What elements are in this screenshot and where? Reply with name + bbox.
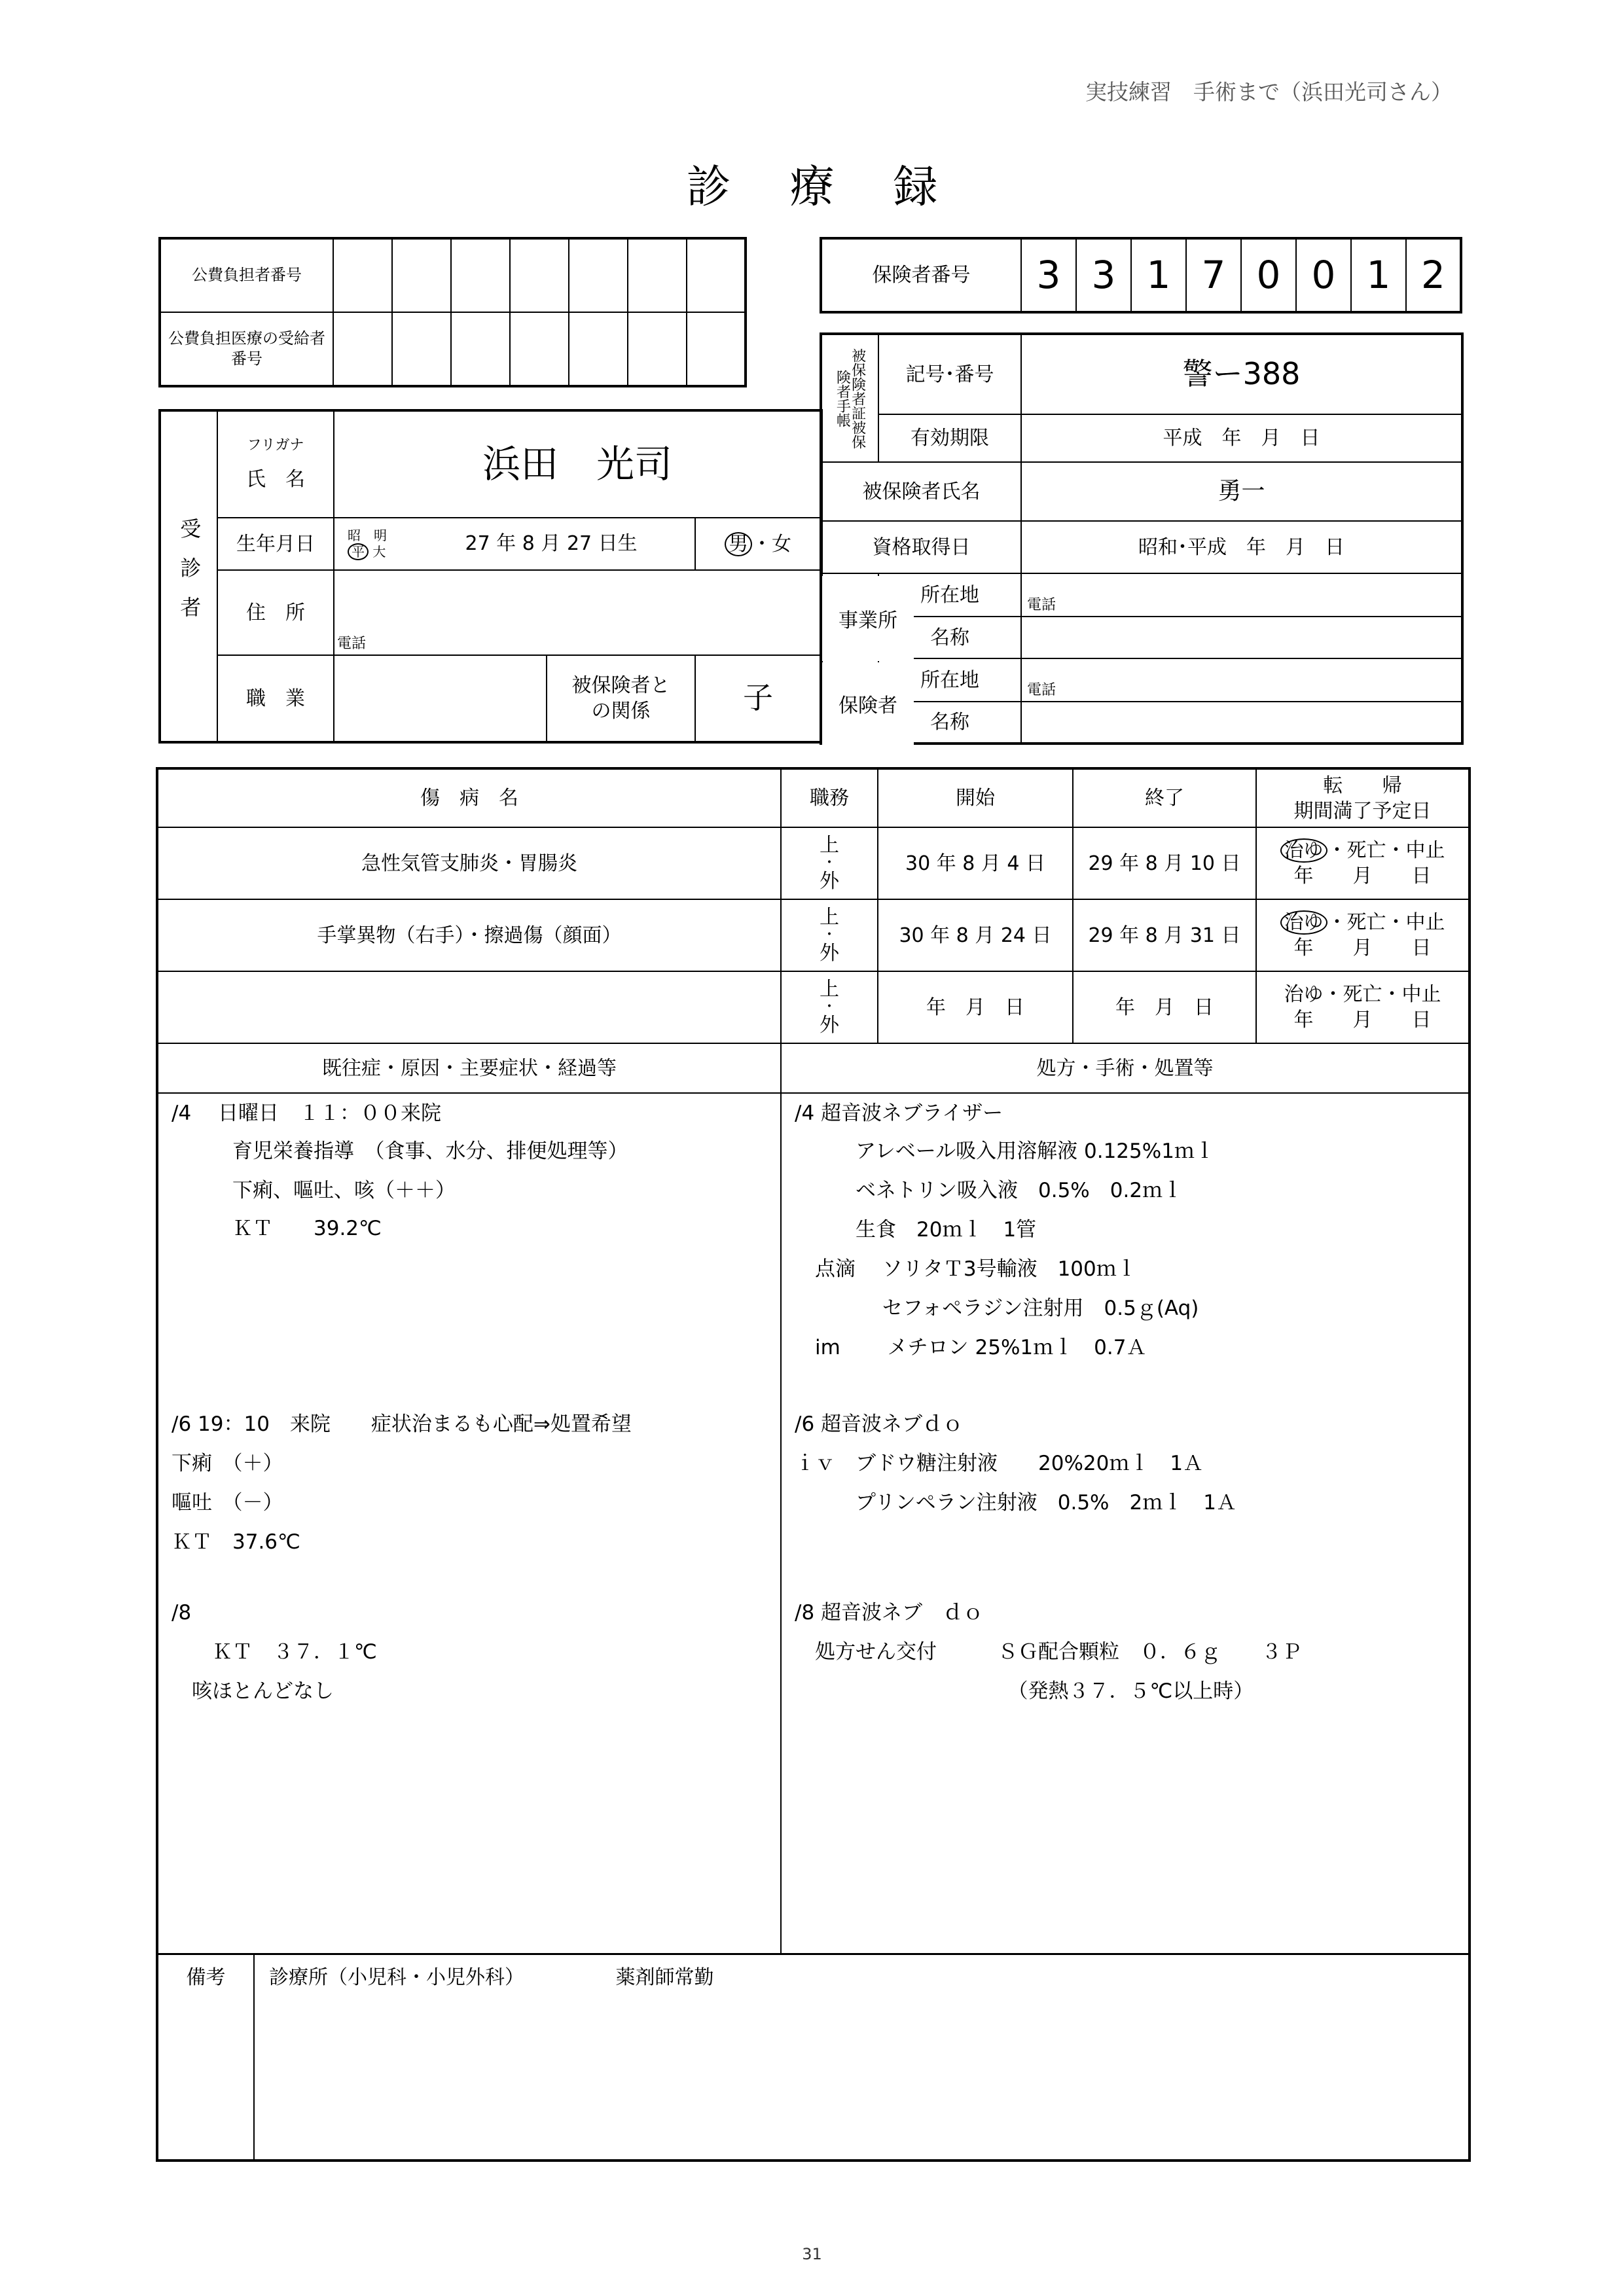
record-line: ＫＴ ３７．１℃ — [171, 1640, 377, 1664]
symbol-number-label: 記号･番号 — [878, 334, 1021, 414]
duty-cell: 上 ・ 外 — [781, 899, 878, 971]
public-payer-digit[interactable] — [333, 238, 392, 312]
birth-label: 生年月日 — [217, 518, 334, 570]
col-duty: 職務 — [781, 768, 878, 827]
record-line: /6 超音波ネブｄｏ — [795, 1412, 964, 1436]
insurer-name-value[interactable] — [1021, 702, 1462, 744]
insurer-digit: 1 — [1131, 238, 1186, 312]
insured-table — [820, 332, 1464, 745]
remarks-label: 備考 — [157, 1954, 254, 2161]
office-location-value[interactable] — [1021, 573, 1462, 617]
remarks-content[interactable] — [254, 1954, 1470, 2161]
public-recipient-digit[interactable] — [687, 312, 746, 386]
public-payer-digit[interactable] — [451, 238, 510, 312]
remarks-clinic: 診療所（小児科・小児外科） — [269, 1966, 524, 1989]
record-line: アレベール吸入用溶解液 0.125%1ｍｌ — [795, 1139, 1215, 1163]
insurer-label: 保険者 — [822, 662, 914, 745]
record-line: ＫＴ 39.2℃ — [171, 1217, 382, 1240]
page-number: 31 — [802, 2245, 822, 2263]
public-payer-digit[interactable] — [628, 238, 687, 312]
insured-name-value: 勇一 — [1021, 462, 1462, 521]
disease-start: 年 月 日 — [878, 971, 1073, 1043]
sex-female: 女 — [772, 532, 791, 556]
right-records-header: 処方・手術・処置等 — [781, 1043, 1470, 1093]
insurer-number-label: 保険者番号 — [821, 238, 1021, 312]
disease-outcome: 治ゆ・死亡・中止 年 月 日 — [1256, 971, 1470, 1043]
public-payer-digit[interactable] — [569, 238, 628, 312]
disease-name: 急性気管支肺炎・胃腸炎 — [157, 827, 781, 899]
sex-cell: 男 ・女 — [695, 518, 821, 570]
left-records — [157, 1093, 781, 1954]
qualification-label: 資格取得日 — [821, 521, 1021, 573]
disease-table — [156, 767, 1471, 1955]
record-line: ＫＴ 37.6℃ — [171, 1530, 300, 1554]
disease-end: 年 月 日 — [1073, 971, 1256, 1043]
occupation-value[interactable] — [334, 655, 547, 742]
public-payer-digit[interactable] — [392, 238, 451, 312]
insurer-phone-label: 電話 — [1027, 682, 1056, 698]
address-label: 住 所 — [217, 570, 334, 655]
remarks-pharmacist: 薬剤師常勤 — [615, 1966, 714, 1989]
record-line: セフォペラジン注射用 0.5ｇ(Aq) — [795, 1297, 1199, 1320]
record-line: 下痢、嘔吐、咳（＋＋） — [171, 1179, 456, 1202]
right-records — [781, 1093, 1470, 1954]
disease-outcome: 治ゆ ・死亡・中止 年 月 日 — [1256, 899, 1470, 971]
relation-value: 子 — [695, 655, 821, 742]
insurer-digit: 0 — [1241, 238, 1296, 312]
disease-outcome: 治ゆ ・死亡・中止 年 月 日 — [1256, 827, 1470, 899]
public-recipient-label: 公費負担医療の受給者番号 — [160, 312, 333, 386]
insurer-location-label: 所在地 — [878, 658, 1021, 702]
record-line: プリンペラン注射液 0.5% 2ｍｌ 1Ａ — [795, 1491, 1236, 1515]
record-line: im メチロン 25%1ｍｌ 0.7Ａ — [795, 1336, 1147, 1359]
public-payer-digit[interactable] — [510, 238, 569, 312]
header-caption: 実技練習 手術まで（浜田光司さん） — [1085, 79, 1453, 105]
qualification-value: 昭和･平成 年 月 日 — [1021, 521, 1462, 573]
occupation-label: 職 業 — [217, 655, 334, 742]
disease-end: 29 年 8 月 31 日 — [1073, 899, 1256, 971]
sex-male: 男 — [725, 532, 752, 556]
patient-section-label: 受診者 — [160, 410, 217, 742]
record-line: /8 超音波ネブ ｄｏ — [795, 1601, 984, 1624]
left-records-header: 既往症・原因・主要症状・経過等 — [157, 1043, 781, 1093]
insurer-location-value[interactable] — [1021, 658, 1462, 702]
address-cell[interactable] — [334, 570, 821, 655]
col-start: 開始 — [878, 768, 1073, 827]
record-line: 育児栄養指導 （食事、水分、排便処理等） — [171, 1139, 628, 1163]
record-line: /6 19：10 来院 症状治まるも心配⇒処置希望 — [171, 1412, 632, 1436]
insurer-number-table — [820, 237, 1462, 314]
birth-date-cell — [334, 518, 695, 570]
public-recipient-digit[interactable] — [451, 312, 510, 386]
record-line: /8 — [171, 1601, 192, 1624]
card-label: 被保険者証被保険者手帳 — [821, 334, 878, 462]
public-recipient-digit[interactable] — [333, 312, 392, 386]
col-end: 終了 — [1073, 768, 1256, 827]
office-label: 事業所 — [822, 576, 914, 661]
col-disease-name: 傷 病 名 — [157, 768, 781, 827]
validity-label: 有効期限 — [878, 414, 1021, 462]
public-payer-label: 公費負担者番号 — [160, 238, 333, 312]
record-line: 嘔吐 （－） — [171, 1491, 283, 1515]
insurer-name-label: 名称 — [878, 702, 1021, 744]
record-line: ｉｖ ブドウ糖注射液 20%20ｍｌ 1Ａ — [795, 1452, 1204, 1475]
public-recipient-digit[interactable] — [569, 312, 628, 386]
record-line: ベネトリン吸入液 0.5% 0.2ｍｌ — [795, 1179, 1183, 1202]
name-label-cell: フリガナ 氏 名 — [217, 410, 334, 518]
era-selector: 昭 明 平 大 — [348, 528, 387, 560]
public-payer-digit[interactable] — [687, 238, 746, 312]
duty-cell: 上 ・ 外 — [781, 827, 878, 899]
record-line: （発熱３７．５℃以上時） — [795, 1679, 1254, 1703]
disease-start: 30 年 8 月 24 日 — [878, 899, 1073, 971]
record-line: 下痢 （＋） — [171, 1452, 283, 1475]
duty-cell: 上 ・ 外 — [781, 971, 878, 1043]
patient-table — [158, 409, 823, 744]
insurer-digit: 3 — [1021, 238, 1076, 312]
validity-value: 平成 年 月 日 — [1021, 414, 1462, 462]
public-payer-table — [158, 237, 747, 387]
public-recipient-digit[interactable] — [392, 312, 451, 386]
office-name-value[interactable] — [1021, 617, 1462, 658]
insured-name-label: 被保険者氏名 — [821, 462, 1021, 521]
disease-end: 29 年 8 月 10 日 — [1073, 827, 1256, 899]
office-location-label: 所在地 — [878, 573, 1021, 617]
birth-date: 27 年 8 月 27 日生 — [465, 531, 638, 555]
col-outcome: 転 帰 期間満了予定日 — [1256, 768, 1470, 827]
address-phone-label: 電話 — [337, 636, 367, 652]
public-recipient-digit[interactable] — [628, 312, 687, 386]
symbol-number-value: 警ー388 — [1021, 334, 1462, 414]
insurer-digit: 2 — [1406, 238, 1461, 312]
relation-label: 被保険者との関係 — [547, 655, 695, 742]
insurer-digit: 1 — [1351, 238, 1406, 312]
disease-start: 30 年 8 月 4 日 — [878, 827, 1073, 899]
insurer-digit: 7 — [1186, 238, 1241, 312]
insurer-digit: 3 — [1076, 238, 1131, 312]
office-phone-label: 電話 — [1027, 597, 1056, 613]
patient-name: 浜田 光司 — [334, 410, 821, 518]
office-name-label: 名称 — [878, 617, 1021, 658]
record-line: /4 超音波ネブライザー — [795, 1102, 1003, 1125]
remarks-table — [156, 1953, 1471, 2162]
record-line: 咳ほとんどなし — [171, 1679, 334, 1703]
record-line: 処方せん交付 ＳＧ配合顆粒 ０．６ｇ ３Ｐ — [795, 1640, 1302, 1664]
record-line: 点滴 ソリタＴ3号輸液 100ｍｌ — [795, 1257, 1137, 1281]
disease-name: 手掌異物（右手）・擦過傷（顔面） — [157, 899, 781, 971]
page-title: 診療録 — [686, 162, 997, 213]
record-line: /4 日曜日 １１：００来院 — [171, 1102, 442, 1125]
public-recipient-digit[interactable] — [510, 312, 569, 386]
insurer-digit: 0 — [1296, 238, 1351, 312]
disease-name — [157, 971, 781, 1043]
record-line: 生食 20ｍｌ 1管 — [795, 1218, 1037, 1242]
